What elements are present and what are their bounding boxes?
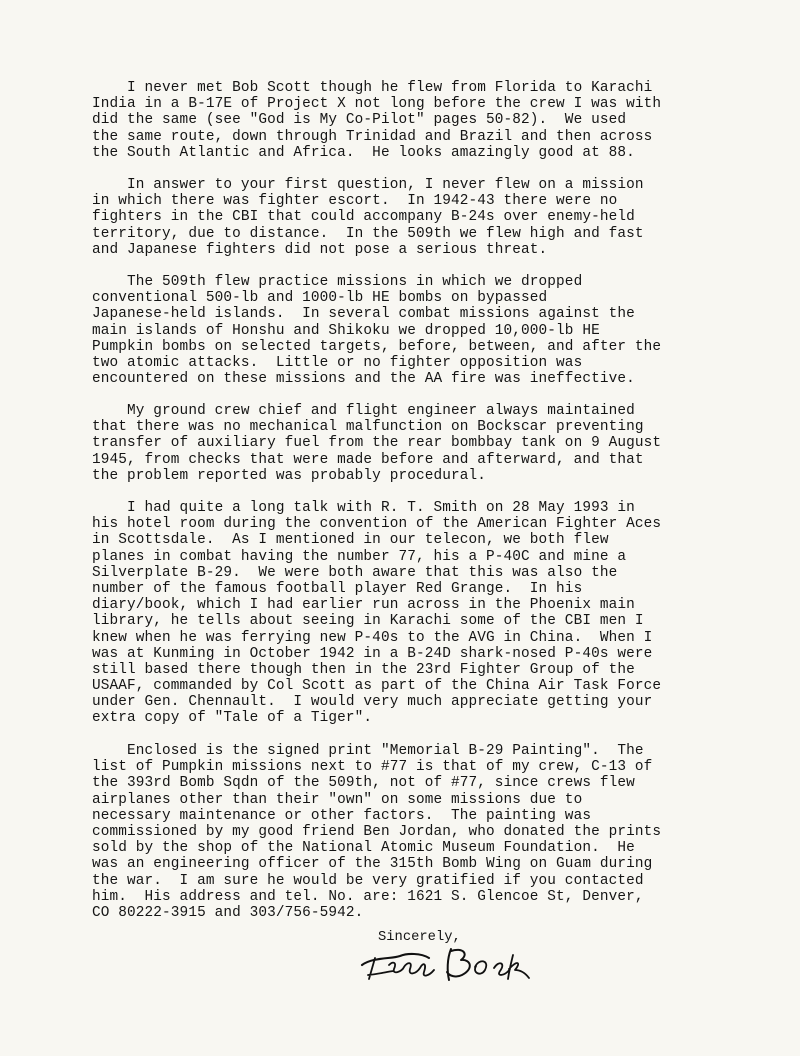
text-line: two atomic attacks. Little or no fighter opposition was: [92, 354, 583, 371]
text-line: in which there was fighter escort. In 1942-43 there were no: [92, 193, 618, 210]
text-line: commissioned by my good friend Ben Jordan, who donated the prints: [92, 823, 662, 840]
text-line: Japanese-held islands. In several combat missions against the: [92, 306, 635, 323]
text-line: was at Kunming in October 1942 in a B-24D shark-nosed P-40s were: [92, 645, 653, 662]
text-line: the war. I am sure he would be very gratified if you contacted: [92, 872, 644, 889]
text-line: airplanes other than their "own" on some missions due to: [92, 791, 583, 808]
text-line: still based there though then in the 23rd Fighter Group of the: [92, 661, 635, 678]
text-line: under Gen. Chennault. I would very much appreciate getting your: [92, 694, 653, 711]
text-line: his hotel room during the convention of the American Fighter Aces: [92, 516, 662, 533]
text-line: necessary maintenance or other factors. The painting was: [92, 807, 592, 824]
text-line: was an engineering officer of the 315th Bomb Wing on Guam during: [92, 856, 653, 873]
text-line: knew when he was ferrying new P-40s to the AVG in China. When I: [92, 629, 653, 646]
text-line: Enclosed is the signed print "Memorial B-29 Painting". The: [92, 743, 644, 759]
text-line: list of Pumpkin missions next to #77 is that of my crew, C-13 of: [92, 759, 653, 776]
text-line: India in a B-17E of Project X not long before the crew I was with: [92, 96, 662, 113]
text-line: Pumpkin bombs on selected targets, before, between, and after the: [92, 338, 662, 355]
text-line: conventional 500-lb and 1000-lb HE bombs on bypassed: [92, 290, 548, 307]
text-line: The 509th flew practice missions in which we dropped: [92, 274, 583, 290]
text-line: did the same (see "God is My Co-Pilot" pages 50-82). We used: [92, 112, 627, 129]
paragraph-bob-scott: [92, 80, 722, 161]
text-line: encountered on these missions and the AA fire was ineffective.: [92, 371, 635, 388]
text-line: that there was no mechanical malfunction on Bockscar preventing: [92, 419, 644, 436]
text-line: In answer to your first question, I never flew on a mission: [92, 177, 644, 193]
text-line: USAAF, commanded by Col Scott as part of the China Air Task Force: [92, 678, 662, 695]
paragraph-memorial-print: [92, 743, 722, 921]
paragraph-rt-smith: [92, 500, 722, 727]
handwritten-signature: [355, 941, 535, 983]
text-line: library, he tells about seeing in Karachi some of the CBI men I: [92, 613, 644, 630]
paragraph-practice-missions: [92, 274, 722, 387]
text-line: the same route, down through Trinidad and Brazil and then across: [92, 128, 653, 145]
closing-text: Sincerely,: [378, 930, 461, 945]
text-line: territory, due to distance. In the 509th we flew high and fast: [92, 225, 644, 242]
text-line: the South Atlantic and Africa. He looks amazingly good at 88.: [92, 144, 635, 161]
text-line: main islands of Honshu and Shikoku we dropped 10,000-lb HE: [92, 322, 600, 339]
text-line: 1945, from checks that were made before and afterward, and that: [92, 451, 644, 468]
text-line: him. His address and tel. No. are: 1621 S. Glencoe St, Denver,: [92, 888, 644, 905]
text-line: My ground crew chief and flight engineer always maintained: [92, 403, 635, 419]
text-line: diary/book, which I had earlier run across in the Phoenix main: [92, 597, 635, 614]
text-line: the 393rd Bomb Sqdn of the 509th, not of #77, since crews flew: [92, 775, 635, 792]
text-line: fighters in the CBI that could accompany B-24s over enemy-held: [92, 209, 635, 226]
text-line: transfer of auxiliary fuel from the rear bombbay tank on 9 August: [92, 435, 662, 452]
text-line: I had quite a long talk with R. T. Smith on 28 May 1993 in: [92, 500, 635, 516]
paragraph-ground-crew: [92, 403, 722, 484]
text-line: sold by the shop of the National Atomic Museum Foundation. He: [92, 840, 635, 857]
signature-drawing: [355, 941, 535, 983]
text-line: planes in combat having the number 77, his a P-40C and mine a: [92, 548, 627, 565]
text-line: number of the famous football player Red Grange. In his: [92, 580, 583, 597]
text-line: and Japanese fighters did not pose a serious threat.: [92, 241, 548, 258]
text-line: I never met Bob Scott though he flew from Florida to Karachi: [92, 80, 653, 96]
text-line: in Scottsdale. As I mentioned in our telecon, we both flew: [92, 532, 609, 549]
text-line: extra copy of "Tale of a Tiger".: [92, 710, 373, 727]
text-line: the problem reported was probably procedural.: [92, 467, 487, 484]
text-line: Silverplate B-29. We were both aware that this was also the: [92, 564, 618, 581]
text-line: CO 80222-3915 and 303/756-5942.: [92, 904, 364, 921]
paragraph-fighter-escort: [92, 177, 722, 258]
